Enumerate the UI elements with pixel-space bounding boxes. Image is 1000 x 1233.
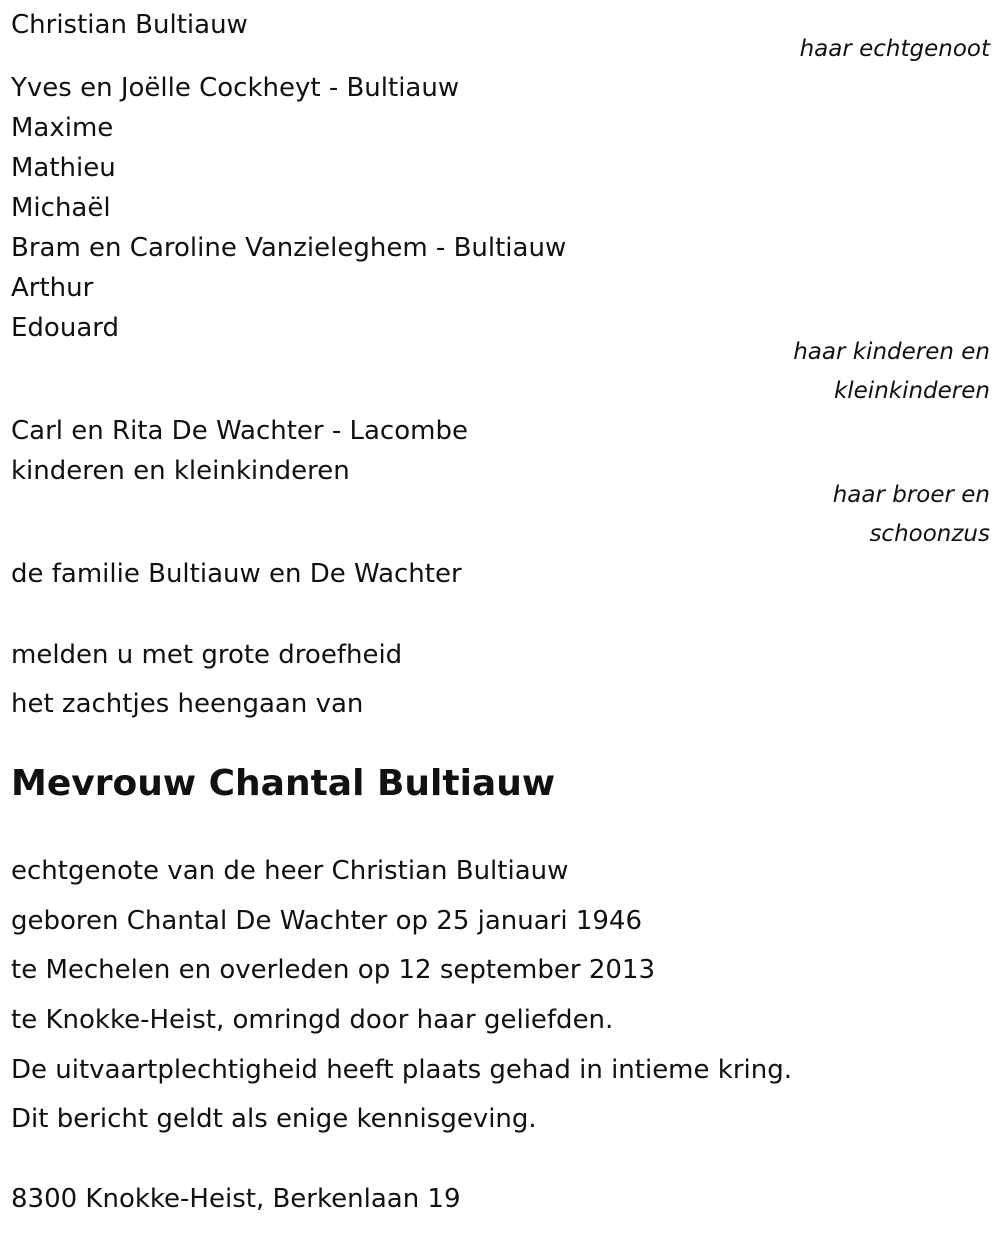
spouse-relation: haar echtgenoot bbox=[799, 36, 990, 62]
intro-line: melden u met grote droefheid bbox=[11, 640, 403, 670]
children-relation: haar kinderen en bbox=[793, 339, 990, 365]
child-line: Michaël bbox=[11, 193, 111, 223]
child-line: Mathieu bbox=[11, 153, 116, 183]
detail-line: De uitvaartplechtigheid heeft plaats gehad in intieme kring. bbox=[11, 1055, 792, 1085]
children-relation: kleinkinderen bbox=[833, 378, 990, 404]
detail-line: echtgenote van de heer Christian Bultiauw bbox=[11, 856, 569, 886]
sibling-line: Carl en Rita De Wachter - Lacombe bbox=[11, 416, 468, 446]
siblings-relation: schoonzus bbox=[869, 521, 990, 547]
siblings-relation: haar broer en bbox=[832, 482, 990, 508]
child-line: Yves en Joëlle Cockheyt - Bultiauw bbox=[11, 73, 460, 103]
address: 8300 Knokke-Heist, Berkenlaan 19 bbox=[11, 1184, 461, 1214]
spouse-name: Christian Bultiauw bbox=[11, 10, 248, 40]
child-line: Edouard bbox=[11, 313, 119, 343]
detail-line: geboren Chantal De Wachter op 25 januari 1946 bbox=[11, 906, 643, 936]
detail-line: te Knokke-Heist, omringd door haar geliefden. bbox=[11, 1005, 614, 1035]
sibling-line: kinderen en kleinkinderen bbox=[11, 456, 350, 486]
deceased-name: Mevrouw Chantal Bultiauw bbox=[11, 763, 556, 804]
intro-line: het zachtjes heengaan van bbox=[11, 689, 364, 719]
child-line: Arthur bbox=[11, 273, 94, 303]
child-line: Maxime bbox=[11, 113, 114, 143]
extended-family: de familie Bultiauw en De Wachter bbox=[11, 559, 462, 589]
detail-line: Dit bericht geldt als enige kennisgeving. bbox=[11, 1104, 537, 1134]
child-line: Bram en Caroline Vanzieleghem - Bultiauw bbox=[11, 233, 567, 263]
detail-line: te Mechelen en overleden op 12 september 2013 bbox=[11, 955, 656, 985]
